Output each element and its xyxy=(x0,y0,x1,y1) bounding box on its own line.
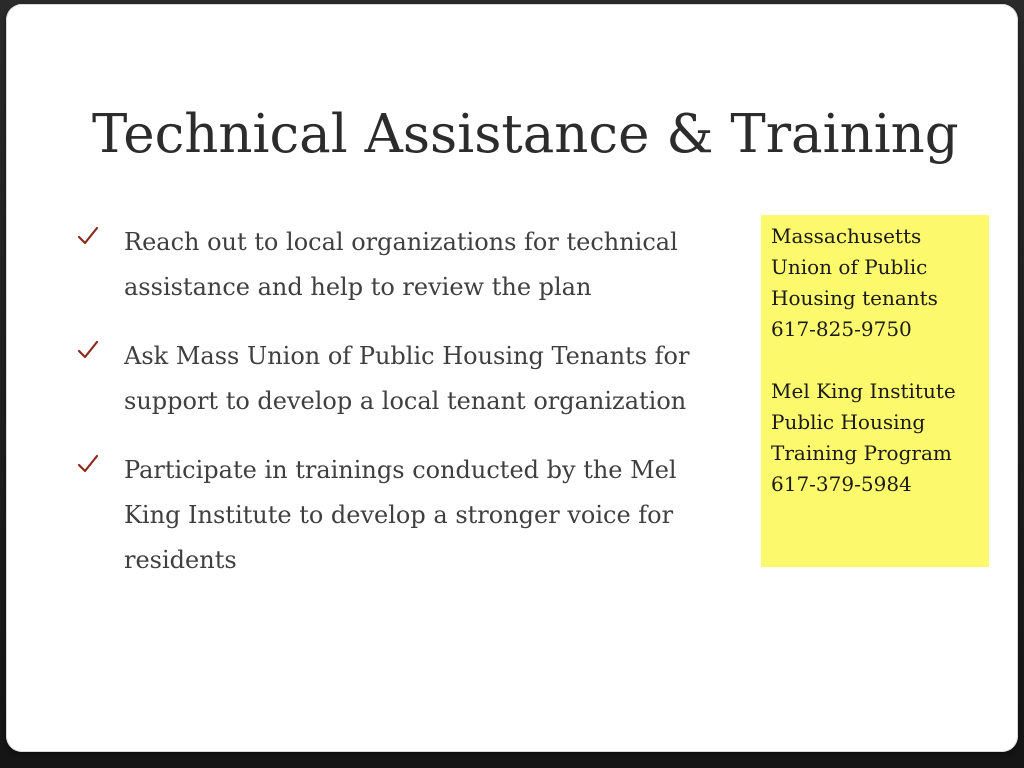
contact1-line1: Massachusetts xyxy=(771,224,922,248)
slide xyxy=(6,4,1018,752)
bullet-text: Ask Mass Union of Public Housing Tenants for support to develop a local tenant organization xyxy=(124,342,690,415)
contact1-line3: Housing tenants xyxy=(771,286,938,310)
bullet-item xyxy=(76,448,756,583)
contact2-line3: Training Program xyxy=(771,441,952,465)
checkmark-icon xyxy=(76,224,100,248)
contact1-phone: 617-825-9750 xyxy=(771,317,912,341)
contact1-line2: Union of Public xyxy=(771,255,928,279)
contact-callout-box xyxy=(761,215,989,567)
contact2-line1: Mel King Institute xyxy=(771,379,956,403)
checkmark-icon xyxy=(76,338,100,362)
checkmark-icon xyxy=(76,452,100,476)
bullet-text: Participate in trainings conducted by the Mel King Institute to develop a stronger voice for residents xyxy=(124,456,677,574)
callout-spacer xyxy=(771,345,979,376)
contact2-line2: Public Housing xyxy=(771,410,926,434)
slide-title: Technical Assistance & Training xyxy=(92,104,959,165)
bullet-list xyxy=(76,220,756,607)
bullet-text: Reach out to local organizations for technical assistance and help to review the plan xyxy=(124,228,678,301)
bullet-item xyxy=(76,334,756,424)
contact2-phone: 617-379-5984 xyxy=(771,472,912,496)
bullet-item xyxy=(76,220,756,310)
